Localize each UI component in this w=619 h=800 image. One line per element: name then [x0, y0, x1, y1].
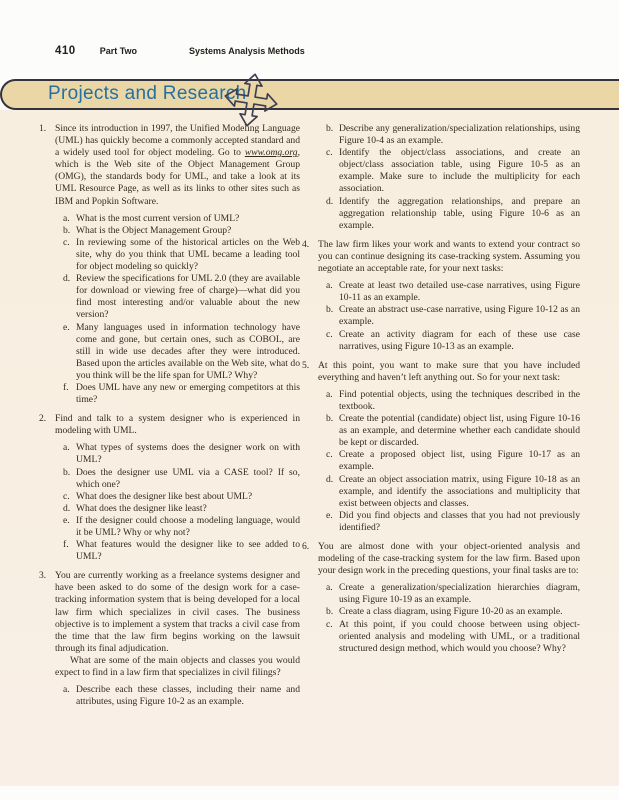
- left-column: [39, 123, 300, 786]
- subquestion: [326, 449, 580, 473]
- question-number: 5.: [302, 359, 310, 371]
- banner-title: Projects and Research: [48, 83, 247, 104]
- subquestion-text: What types of systems does the designer work on with UML?: [76, 442, 300, 466]
- question-text: You are almost done with your object-oriented analysis and modeling of the case-tracking system for the law firm. Based upon your design work in the preceding questions, your final tasks are to:: [318, 541, 580, 577]
- subquestion-letter: b.: [63, 466, 71, 478]
- subquestion-text: Does the designer use UML via a CASE tool? If so, which one?: [76, 466, 300, 490]
- subquestion-letter: b.: [326, 413, 334, 425]
- question-text: You are currently working as a freelance systems designer and have been asked to do some of the design work for a case-tracking information system that is being developed for a local law firm which specializes in civil cases. The business objective is to implement a system that tracks a civil case from the time that the law firm begins working on the lawsuit through its final adjudication.: [55, 570, 300, 654]
- subquestion: [63, 237, 300, 273]
- question-text: At this point, you want to make sure that you have included everything and haven’t left anything out. So for your next task:: [318, 359, 580, 383]
- subquestion-text: Describe any generalization/specialization relationships, using Figure 10-4 as an example.: [339, 123, 580, 147]
- question-text-segment: , which is the Web site of the Object Management Group (OMG), the standards body for UML, and take a look at its UML Resource Page, as well as its links to other sites such as IBM and Popkin Software.: [55, 147, 300, 207]
- subquestion-letter: c.: [63, 236, 70, 248]
- subquestion: [63, 273, 300, 321]
- subquestion-text: If the designer could choose a modeling language, would it be UML? Why or why not?: [76, 514, 300, 538]
- subquestion: [63, 684, 300, 708]
- subquestion-letter: e.: [326, 509, 333, 521]
- subquestion-text: Identify the aggregation relationships, and prepare an aggregation relationship table, using Figure 10-6 as an example.: [339, 195, 580, 231]
- question-2: [39, 413, 300, 563]
- subquestion: [326, 280, 580, 304]
- subquestion: [326, 389, 580, 413]
- subquestion-letter: b.: [326, 606, 334, 618]
- subquestion-text: Create a generalization/specialization hierarchies diagram, using Figure 10-19 as an example.: [339, 582, 580, 606]
- subquestion-list: [63, 442, 300, 563]
- subquestion-letter: b.: [326, 123, 334, 134]
- subquestion-text: Create the potential (candidate) object list, using Figure 10-16 as an example, and determine whether each candidate should be kept or discarded.: [339, 413, 580, 449]
- subquestion-text: Create at least two detailed use-case narratives, using Figure 10-11 as an example.: [339, 280, 580, 304]
- four-way-arrow-icon: [221, 63, 281, 137]
- part-label: Part Two: [99, 46, 138, 56]
- question-text: The law firm likes your work and wants to extend your contract so you can continue designing its case-tracking system. Assuming you negotiate an acceptable rate, for your next tasks:: [318, 238, 580, 275]
- subquestion-list: [326, 280, 580, 353]
- subquestion-list: [326, 123, 580, 232]
- subquestion-letter: a.: [326, 280, 333, 292]
- question-text-segment: Since its introduction in 1997, the Unified Modeling Language (UML) has quickly become a commonly accepted standard and a widely used tool for object modeling. Go to: [55, 123, 300, 159]
- question-number: 4.: [302, 238, 310, 250]
- subquestion-text: Describe each these classes, including their name and attributes, using Figure 10-2 as an example.: [76, 684, 300, 708]
- subquestion-text: Create an activity diagram for each of these use case narratives, using Figure 10-13 as an example.: [339, 328, 580, 352]
- subquestion-letter: d.: [63, 502, 71, 514]
- question-text: Find and talk to a system designer who is experienced in modeling with UML.: [55, 413, 300, 437]
- question-1: [39, 123, 300, 406]
- subquestion: [326, 304, 580, 328]
- subquestion-text: Review the specifications for UML 2.0 (they are available for download or viewing free of charge)—what did you find most interesting and/or valuable about the new version?: [76, 273, 300, 321]
- subquestion-letter: e.: [63, 321, 70, 333]
- subquestion: [326, 413, 580, 449]
- subquestion-text: What is the most current version of UML?: [76, 212, 240, 224]
- subquestion: [326, 619, 580, 655]
- subquestion: [326, 606, 580, 618]
- subquestion-list: [63, 684, 300, 708]
- section-title: Systems Analysis Methods: [189, 46, 305, 56]
- question-5: [302, 360, 580, 534]
- subquestion-letter: a.: [63, 684, 70, 696]
- subquestion-letter: b.: [63, 224, 71, 236]
- page-number: 410: [55, 45, 76, 57]
- subquestion-text: Create an object association matrix, using Figure 10-18 as an example, and identify the associations and multiplicity that exist between objects and classes.: [339, 473, 580, 509]
- omg-url-link: www.omg.org: [244, 147, 298, 159]
- question-number: 6.: [302, 541, 310, 552]
- subquestion: [326, 196, 580, 232]
- subquestion: [326, 329, 580, 353]
- subquestion-letter: c.: [326, 618, 333, 630]
- question-number: 1.: [39, 123, 47, 134]
- question-number: 2.: [39, 413, 47, 425]
- subquestion-text: Create an abstract use-case narrative, using Figure 10-12 as an example.: [339, 304, 580, 328]
- subquestion: [326, 510, 580, 534]
- subquestion-letter: a.: [63, 212, 70, 224]
- subquestion: [63, 225, 300, 237]
- subquestion-text: What does the designer like least?: [76, 502, 207, 514]
- subquestion: [63, 322, 300, 382]
- subquestion-letter: d.: [326, 195, 334, 207]
- subquestion: [63, 491, 300, 503]
- subquestion-letter: c.: [326, 449, 333, 461]
- subquestion: [63, 382, 300, 406]
- subquestion: [63, 442, 300, 466]
- subquestion-letter: d.: [63, 273, 71, 285]
- subquestion: [326, 123, 580, 147]
- question-6: [302, 541, 580, 655]
- subquestion-letter: a.: [326, 582, 333, 594]
- page-content: [0, 110, 619, 786]
- subquestion-text: What features would the designer like to see added to UML?: [76, 539, 300, 563]
- page-header: [55, 45, 305, 57]
- subquestion-letter: a.: [63, 442, 70, 454]
- subquestion-text: At this point, if you could choose between using object-oriented analysis and modeling with UML, or a traditional structured design method, which would you choose? Why?: [339, 618, 580, 654]
- subquestion-text: What does the designer like best about UML?: [76, 490, 253, 502]
- question-3-continuation: [302, 123, 580, 232]
- subquestion-list: [326, 582, 580, 655]
- subquestion-letter: d.: [326, 473, 334, 485]
- subquestion-letter: c.: [326, 147, 333, 159]
- subquestion-letter: c.: [63, 490, 70, 502]
- subquestion-text: Does UML have any new or emerging competitors at this time?: [76, 381, 300, 406]
- right-column: [302, 123, 580, 786]
- projects-banner: [0, 79, 619, 110]
- question-4: [302, 239, 580, 353]
- subquestion-text: Many languages used in information technology have come and gone, but certain ones, such as COBOL, are still in wide use decades after they were introduced. Based upon the articles available on the Web site, what do you think will be the life span for UML? Why?: [76, 321, 300, 381]
- subquestion: [326, 582, 580, 606]
- subquestion: [326, 474, 580, 510]
- subquestion-text: Create a class diagram, using Figure 10-20 as an example.: [339, 606, 563, 618]
- question-text-continued: What are some of the main objects and classes you would expect to find in a law firm that specializes in civil filings?: [55, 654, 300, 679]
- subquestion: [63, 503, 300, 515]
- question-3: [39, 570, 300, 708]
- subquestion: [63, 515, 300, 539]
- subquestion-text: Did you find objects and classes that you had not previously identified?: [339, 509, 580, 533]
- subquestion-text: What is the Object Management Group?: [76, 224, 232, 236]
- subquestion-list: [326, 389, 580, 534]
- subquestion: [63, 467, 300, 491]
- subquestion-text: Identify the object/class associations, and create an object/class association table, using Figure 10-5 as an example. Make sure to include the multiplicity for each association.: [339, 147, 580, 195]
- subquestion-letter: f.: [63, 381, 69, 393]
- subquestion: [63, 539, 300, 563]
- subquestion-list: [63, 213, 300, 407]
- question-number: 3.: [39, 570, 47, 582]
- subquestion: [63, 213, 300, 225]
- subquestion-letter: e.: [63, 514, 70, 526]
- subquestion-letter: f.: [63, 539, 69, 551]
- subquestion-letter: c.: [326, 328, 333, 340]
- subquestion: [326, 147, 580, 195]
- subquestion-text: Create a proposed object list, using Figure 10-17 as an example.: [339, 449, 580, 473]
- subquestion-letter: b.: [326, 304, 334, 316]
- subquestion-text: Find potential objects, using the techniques described in the textbook.: [339, 388, 580, 412]
- subquestion-text: In reviewing some of the historical articles on the Web site, why do you think that UML became a leading tool for object modeling so quickly?: [76, 236, 300, 273]
- subquestion-letter: a.: [326, 388, 333, 400]
- question-number-spacer: [302, 123, 318, 232]
